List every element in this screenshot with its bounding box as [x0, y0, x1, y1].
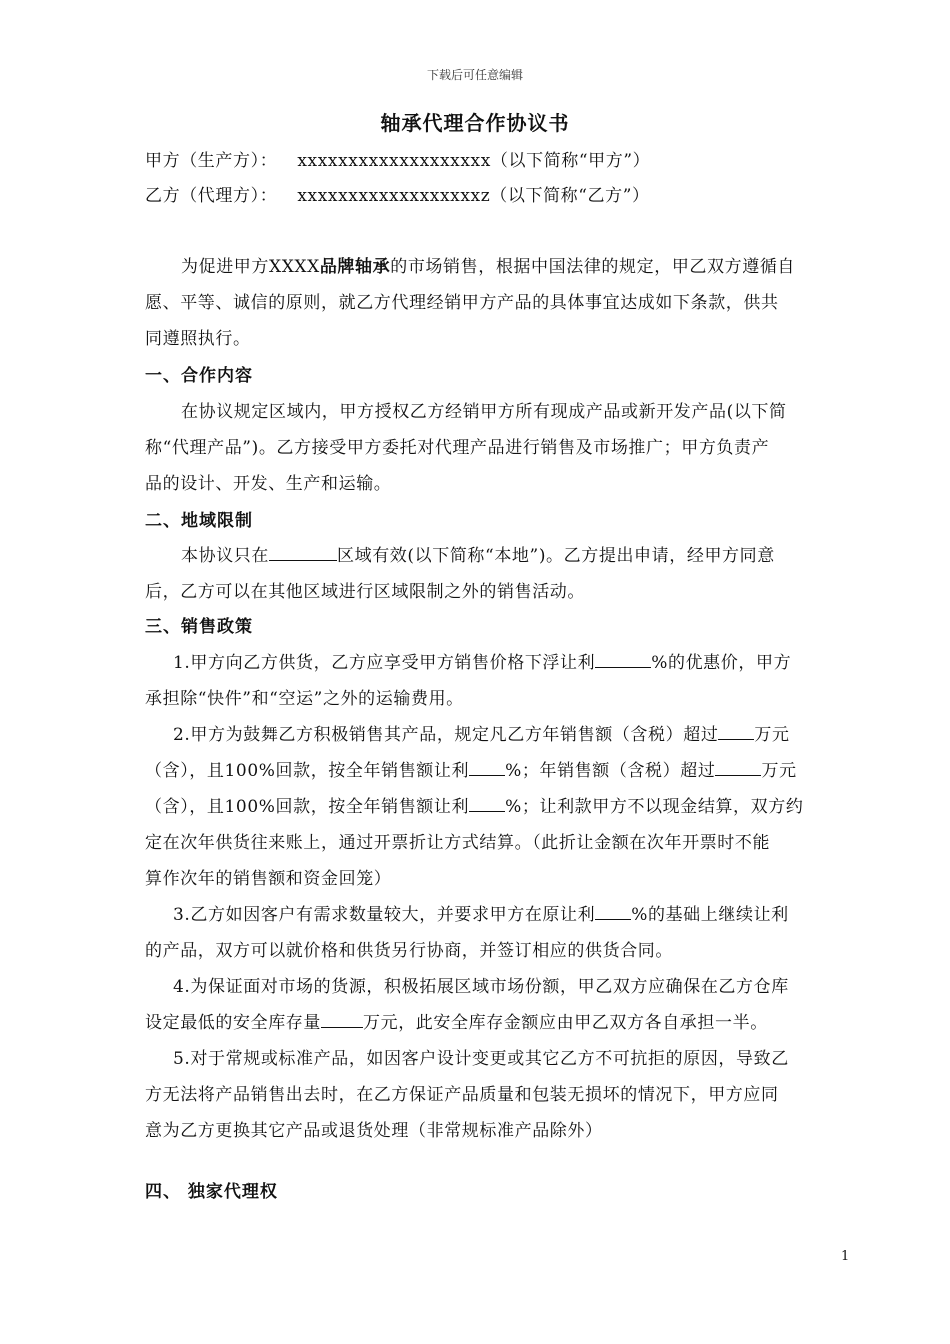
- section-3-item-5-line-3: 意为乙方更换其它产品或退货处理（非常规标准产品除外）: [145, 1121, 603, 1141]
- party-a-name: xxxxxxxxxxxxxxxxxxx: [297, 151, 491, 171]
- section-1-line-3: 品的设计、开发、生产和运输。: [145, 474, 392, 494]
- item-text: （含），且100%回款，按全年销售额让利: [145, 797, 470, 817]
- item-text: %；年销售额（含税）超过: [505, 761, 716, 781]
- sales-threshold-blank[interactable]: [715, 761, 761, 776]
- section-3-item-4-line-1: 4.为保证面对市场的货源，积极拓展区域市场份额，甲乙双方应确保在乙方仓库: [173, 977, 789, 997]
- sales-threshold-blank[interactable]: [718, 725, 754, 740]
- item-text: %的优惠价，甲方: [651, 653, 792, 673]
- intro-line-1: [181, 252, 795, 277]
- brand-bearing-text: 品牌轴承: [319, 257, 391, 277]
- section-2-heading: 二、地域限制: [145, 511, 253, 531]
- party-a-label: 甲方（生产方）：: [145, 151, 278, 171]
- section-2-line-2: 后，乙方可以在其他区域进行区域限制之外的销售活动。: [145, 582, 585, 602]
- discount-blank[interactable]: [595, 653, 651, 668]
- section-3-heading: 三、销售政策: [145, 617, 253, 637]
- section-3-item-5-line-2: 方无法将产品销售出去时，在乙方保证产品质量和包装无损坏的情况下，甲方应同: [145, 1085, 779, 1105]
- section-3-item-2-line-3: [145, 792, 803, 817]
- safety-stock-blank[interactable]: [321, 1013, 363, 1028]
- intro-text: 的市场销售，根据中国法律的规定，甲乙双方遵循自: [390, 257, 796, 277]
- section-3-item-1-line-2: 承担除“快件”和“空运”之外的运输费用。: [145, 689, 464, 709]
- party-b-line: [145, 181, 650, 206]
- section-3-item-2-line-5: 算作次年的销售额和资金回笼）: [145, 869, 392, 889]
- region-text: 本协议只在: [181, 546, 269, 566]
- rebate-blank[interactable]: [469, 797, 505, 812]
- party-b-alias: （以下简称“乙方”）: [490, 186, 650, 206]
- section-4-heading: 四、 独家代理权: [145, 1182, 278, 1202]
- section-3-item-2-line-1: [173, 720, 790, 745]
- section-3-item-5-line-1: 5.对于常规或标准产品，如因客户设计变更或其它乙方不可抗拒的原因，导致乙: [173, 1049, 789, 1069]
- rebate-blank[interactable]: [469, 761, 505, 776]
- section-3-item-2-line-4: 定在次年供货往来账上，通过开票折让方式结算。（此折让金额在次年开票时不能: [145, 833, 771, 853]
- item-text: 万元，此安全库存金额应由甲乙双方各自承担一半。: [363, 1013, 768, 1033]
- party-b-name: xxxxxxxxxxxxxxxxxxz: [297, 186, 491, 206]
- intro-line-2: 愿、平等、诚信的原则，就乙方代理经销甲方产品的具体事宜达成如下条款，供共: [145, 293, 779, 313]
- section-3-item-2-line-2: [145, 756, 797, 781]
- page-number: 1: [841, 1249, 850, 1264]
- item-text: 3.乙方如因客户有需求数量较大，并要求甲方在原让利: [173, 905, 596, 925]
- item-text: 设定最低的安全库存量: [145, 1013, 321, 1033]
- document-title: 轴承代理合作协议书: [380, 111, 570, 135]
- intro-text: 为促进甲方XXXX: [181, 257, 320, 277]
- section-3-item-4-line-2: [145, 1008, 768, 1033]
- party-b-label: 乙方（代理方）：: [145, 186, 278, 206]
- section-1-heading: 一、合作内容: [145, 366, 253, 386]
- download-note: 下载后可任意编辑: [426, 68, 523, 82]
- section-1-line-2: 称“代理产品”)。乙方接受甲方委托对代理产品进行销售及市场推广；甲方负责产: [145, 438, 770, 458]
- section-3-item-3-line-2: 的产品，双方可以就价格和供货另行协商，并签订相应的供货合同。: [145, 941, 673, 961]
- section-1-line-1: 在协议规定区域内，甲方授权乙方经销甲方所有现成产品或新开发产品(以下简: [181, 402, 787, 422]
- region-text: 区域有效(以下简称“本地”)。乙方提出申请，经甲方同意: [337, 546, 775, 566]
- item-text: 2.甲方为鼓舞乙方积极销售其产品，规定凡乙方年销售额（含税）超过: [173, 725, 719, 745]
- item-text: %；让利款甲方不以现金结算，双方约: [505, 797, 804, 817]
- section-2-line-1: [181, 541, 775, 566]
- item-text: （含），且100%回款，按全年销售额让利: [145, 761, 470, 781]
- item-text: %的基础上继续让利: [631, 905, 789, 925]
- party-a-alias: （以下简称“甲方”）: [490, 151, 651, 171]
- item-text: 1.甲方向乙方供货，乙方应享受甲方销售价格下浮让利: [173, 653, 596, 673]
- original-rebate-blank[interactable]: [595, 905, 631, 920]
- region-blank[interactable]: [269, 546, 337, 561]
- party-a-line: [145, 146, 650, 171]
- section-3-item-3-line-1: [173, 900, 789, 925]
- section-3-item-1-line-1: [173, 648, 791, 673]
- intro-line-3: 同遵照执行。: [145, 329, 251, 349]
- item-text: 万元: [754, 725, 790, 745]
- item-text: 万元: [761, 761, 797, 781]
